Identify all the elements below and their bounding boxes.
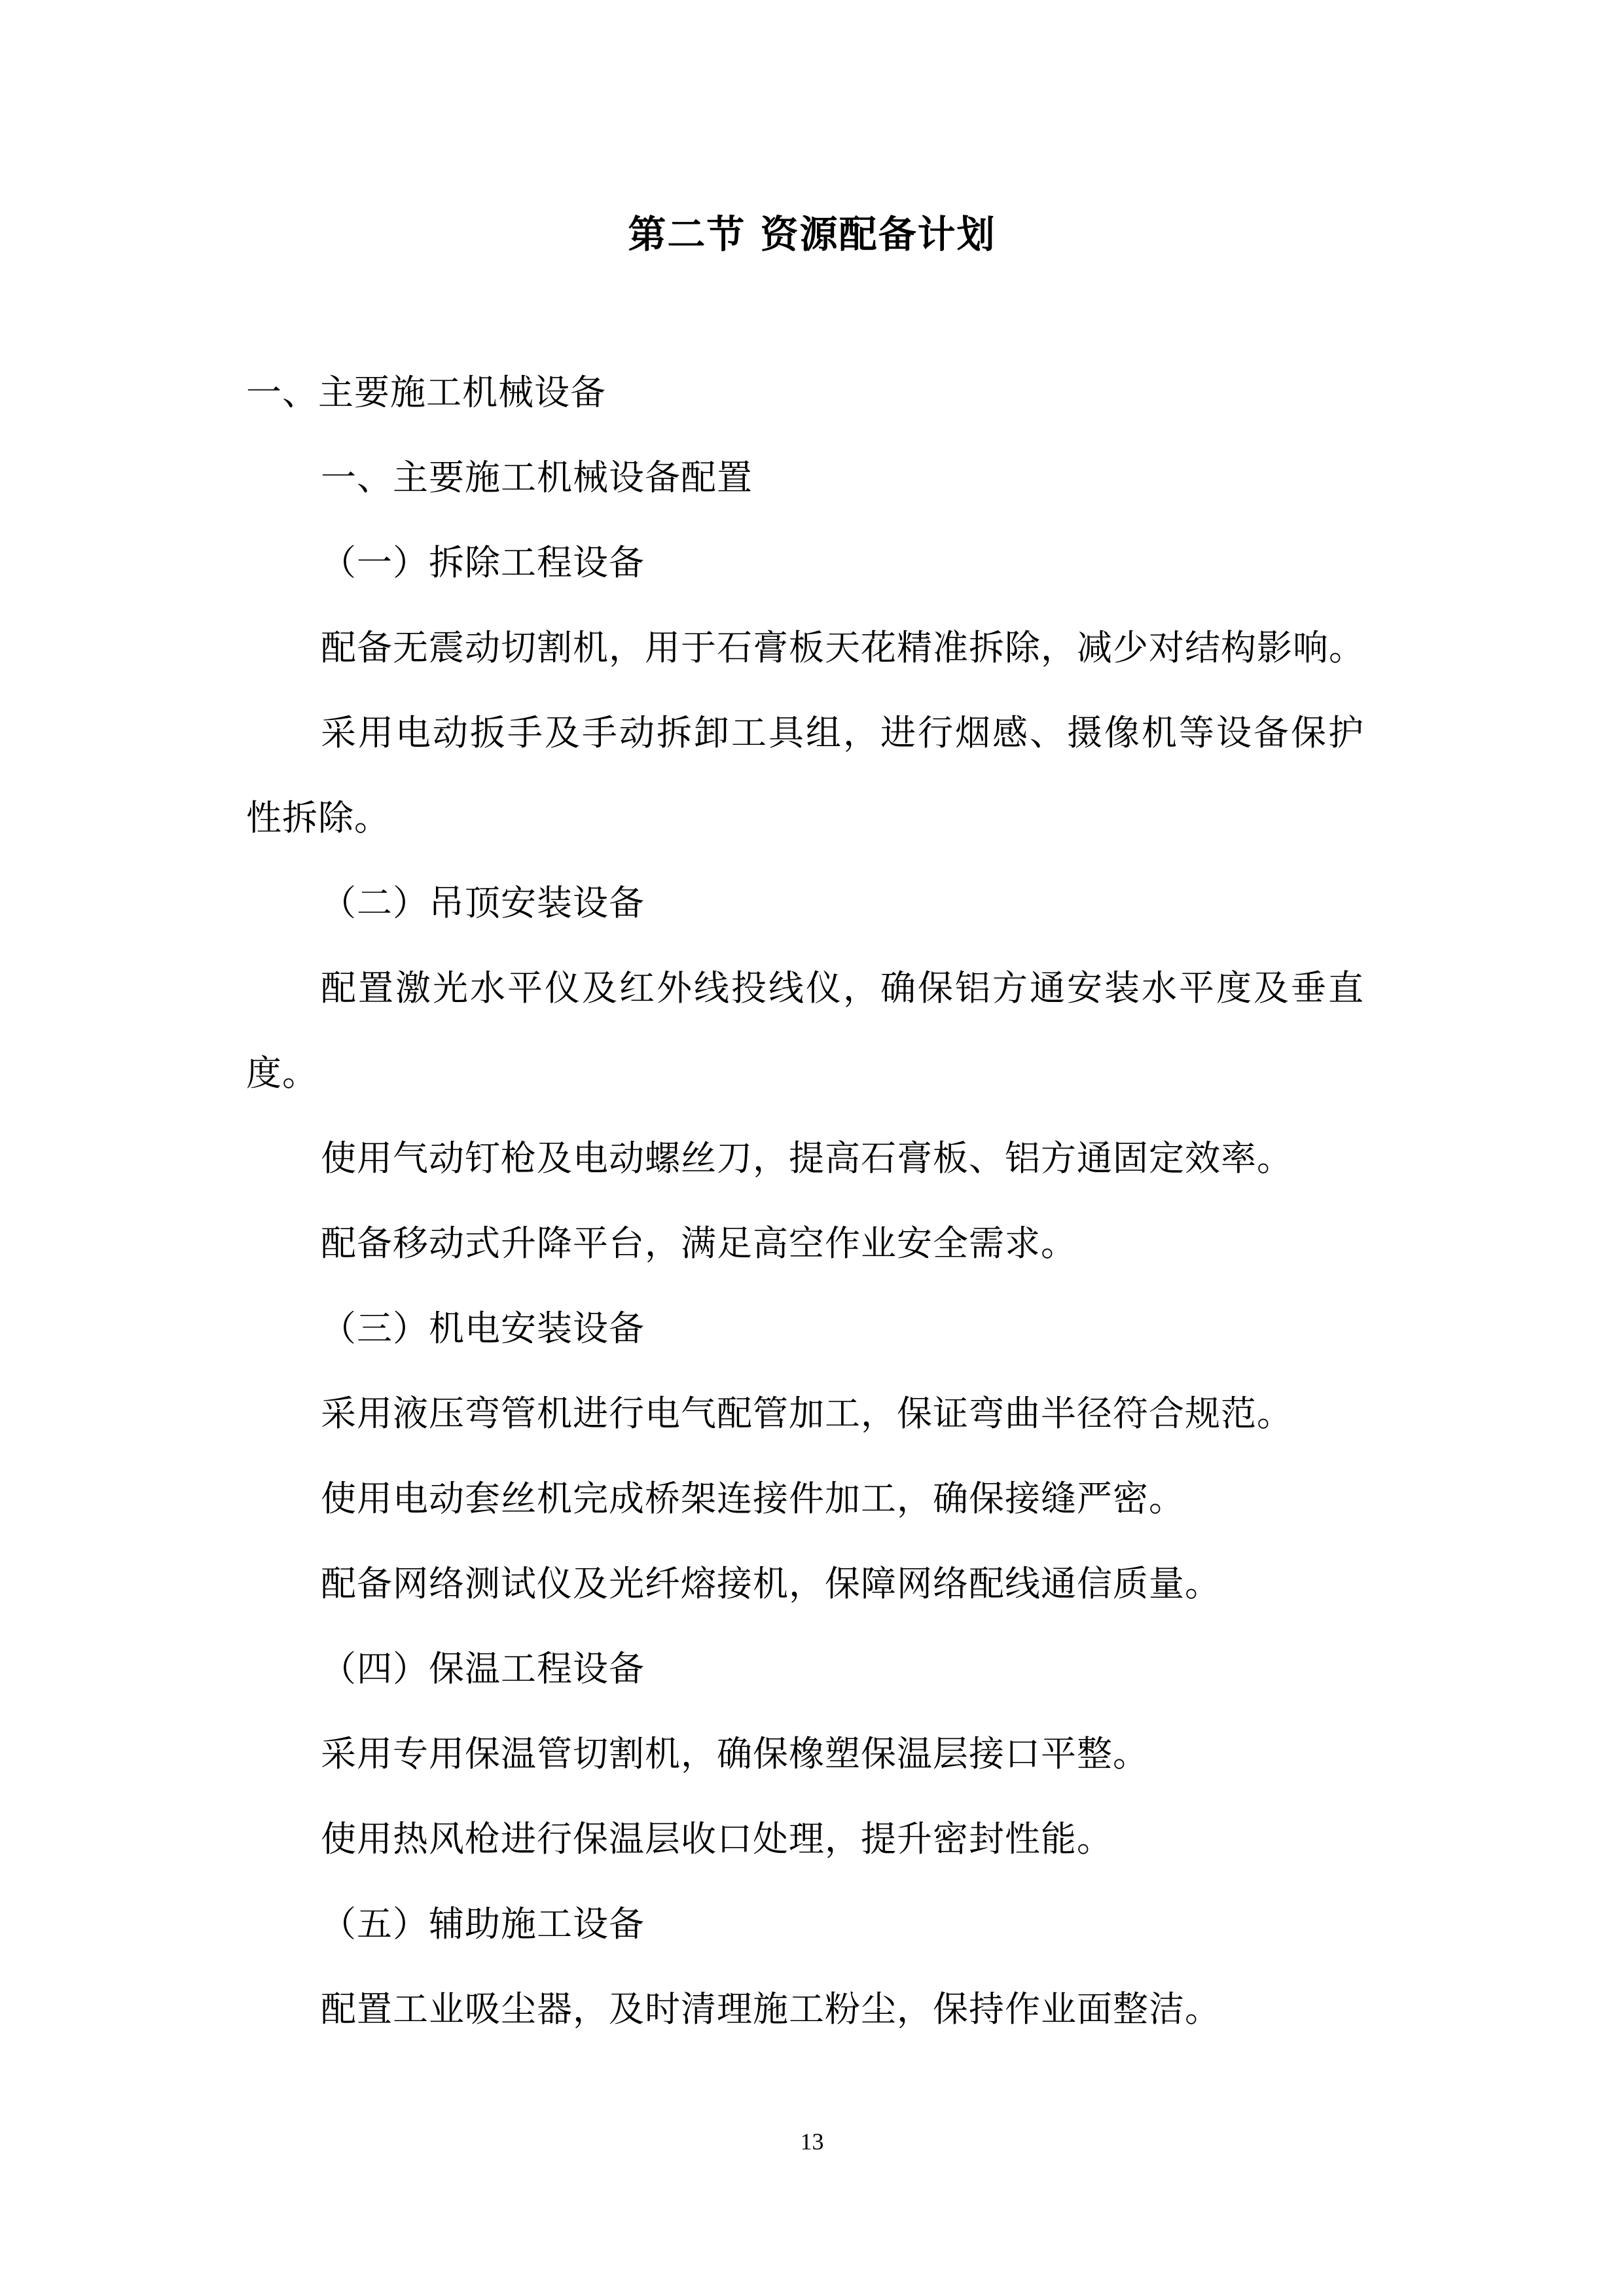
paragraph-item: 配备无震动切割机，用于石膏板天花精准拆除，减少对结构影响。 [321, 627, 1365, 668]
paragraph-item: 采用专用保温管切割机，确保橡塑保温层接口平整。 [321, 1733, 1149, 1774]
paragraph-item: 配备移动式升降平台，满足高空作业安全需求。 [321, 1223, 1077, 1264]
group-heading-demolition: （一）拆除工程设备 [321, 542, 645, 583]
group-heading-auxiliary: （五）辅助施工设备 [321, 1903, 645, 1945]
paragraph-item: 配置工业吸尘器，及时清理施工粉尘，保持作业面整洁。 [321, 1988, 1221, 2030]
paragraph-item: 使用电动套丝机完成桥架连接件加工，确保接缝严密。 [321, 1478, 1185, 1519]
group-heading-mep: （三）机电安装设备 [321, 1308, 645, 1349]
paragraph-item-line: 配置激光水平仪及红外线投线仪，确保铝方通安装水平度及垂直 [321, 967, 1365, 1009]
paragraph-item-line: 度。 [246, 1052, 318, 1094]
group-heading-insulation: （四）保温工程设备 [321, 1648, 645, 1689]
subsection-heading: 一、主要施工机械设备配置 [321, 457, 753, 498]
section-heading: 一、主要施工机械设备 [246, 372, 606, 413]
group-heading-ceiling: （二）吊顶安装设备 [321, 882, 645, 924]
paragraph-item: 使用气动钉枪及电动螺丝刀，提高石膏板、铝方通固定效率。 [321, 1138, 1293, 1179]
paragraph-item-line: 性拆除。 [246, 797, 390, 838]
page-title: 第二节 资源配备计划 [628, 212, 996, 257]
paragraph-item: 配备网络测试仪及光纤熔接机，保障网络配线通信质量。 [321, 1563, 1221, 1604]
paragraph-item: 采用液压弯管机进行电气配管加工，保证弯曲半径符合规范。 [321, 1393, 1293, 1434]
paragraph-item: 使用热风枪进行保温层收口处理，提升密封性能。 [321, 1818, 1113, 1859]
paragraph-item-line: 采用电动扳手及手动拆卸工具组，进行烟感、摄像机等设备保护 [321, 712, 1365, 753]
page-number: 13 [800, 2128, 824, 2155]
